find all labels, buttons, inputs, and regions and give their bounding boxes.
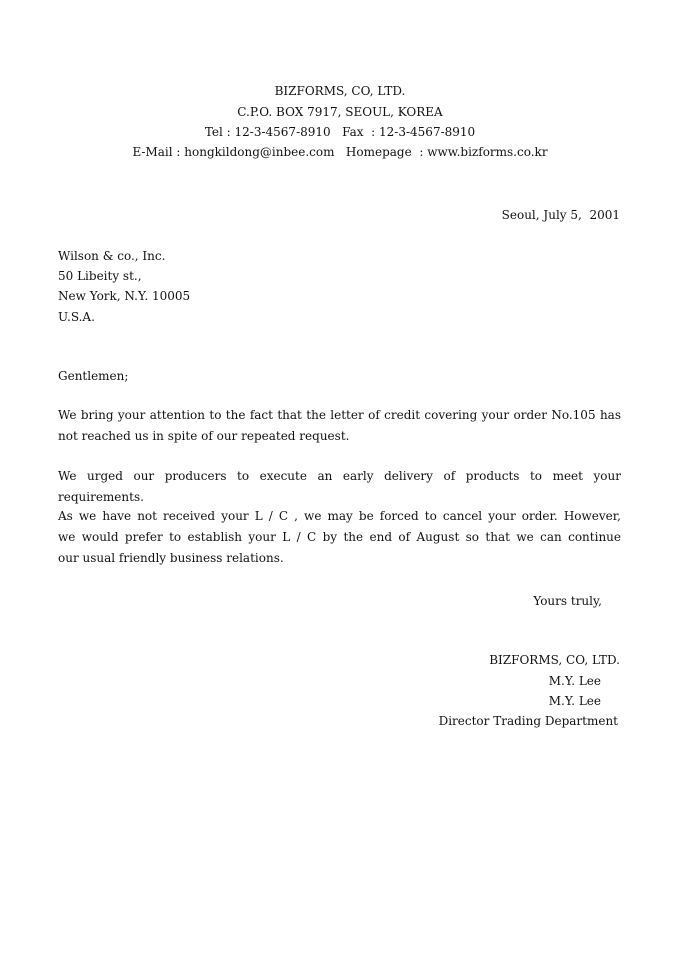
recipient-line-1: Wilson & co., Inc. xyxy=(58,249,166,263)
signature-name-2: M.Y. Lee xyxy=(548,694,601,708)
recipient-line-2: 50 Libeity st., xyxy=(58,269,142,283)
body-paragraph-3 xyxy=(58,506,621,569)
closing: Yours truly, xyxy=(533,594,602,608)
letter-date: Seoul, July 5, 2001 xyxy=(501,208,620,222)
signature-company: BIZFORMS, CO, LTD. xyxy=(489,653,620,667)
signature-name-1: M.Y. Lee xyxy=(548,674,601,688)
letterhead-phone-fax: Tel : 12-3-4567-8910 Fax : 12-3-4567-8910 xyxy=(204,125,476,139)
signature-title: Director Trading Department xyxy=(438,714,618,728)
paragraph-3-line-1: As we have not received your L / C , we may be forced to cancel your order. However, xyxy=(58,509,621,523)
paragraph-1-line-1: We bring your attention to the fact that the letter of credit covering your order No.105 has xyxy=(58,408,621,422)
paragraph-3-line-3: our usual friendly business relations. xyxy=(58,551,284,565)
paragraph-3-line-2: we would prefer to establish your L / C by the end of August so that we can continue xyxy=(58,530,621,544)
letterhead-address: C.P.O. BOX 7917, SEOUL, KOREA xyxy=(237,105,443,119)
body-paragraph-2 xyxy=(58,466,621,508)
letterhead-email-web: E-Mail : hongkildong@inbee.com Homepage : www.bizforms.co.kr xyxy=(132,145,548,159)
letterhead-company: BIZFORMS, CO, LTD. xyxy=(274,84,406,98)
paragraph-1-line-2: not reached us in spite of our repeated request. xyxy=(58,429,350,443)
body-paragraph-1 xyxy=(58,405,621,447)
paragraph-2-line-1: We urged our producers to execute an early delivery of products to meet your requirements. xyxy=(58,469,621,504)
recipient-line-4: U.S.A. xyxy=(58,310,95,324)
salutation: Gentlemen; xyxy=(58,369,129,383)
recipient-line-3: New York, N.Y. 10005 xyxy=(58,289,191,303)
